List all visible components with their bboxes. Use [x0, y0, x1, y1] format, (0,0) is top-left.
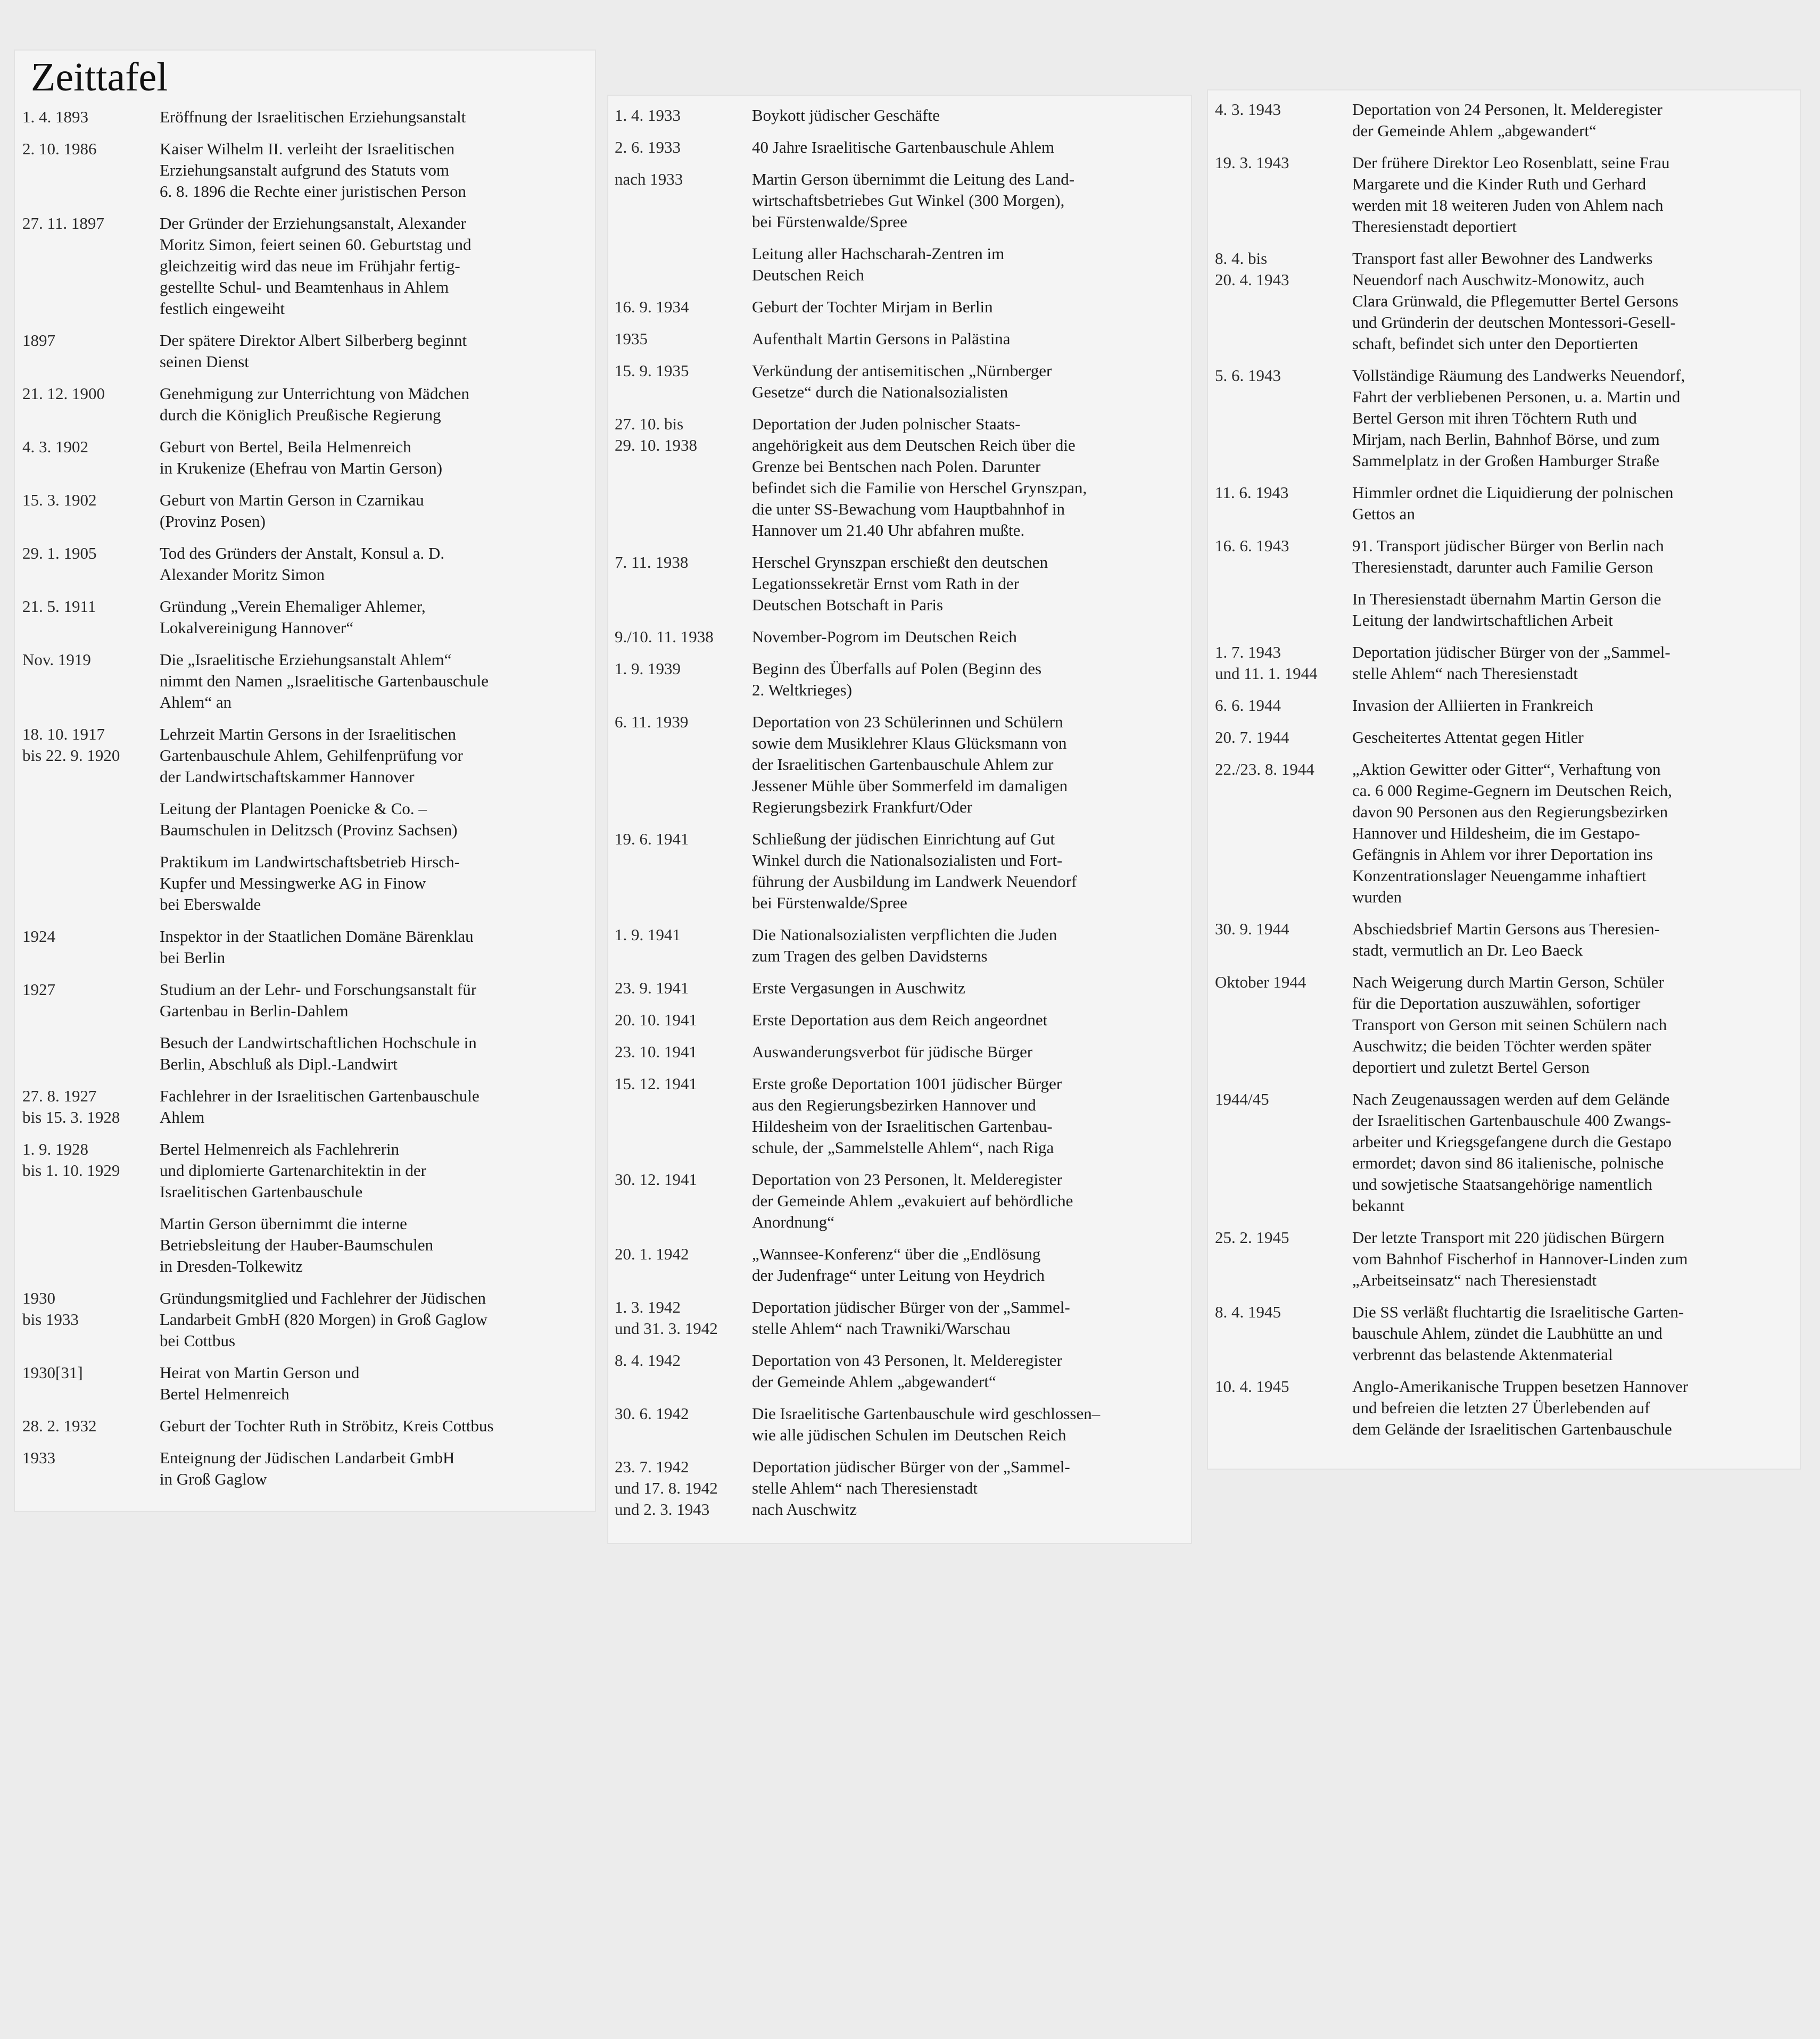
- entry-date: 1. 9. 1941: [615, 925, 681, 944]
- entry-text: Anglo-Amerikanische Truppen besetzen Hannover und befreien die letzten 27 Überlebenden auf dem Gelände der Israelitischen Gartenbauschule: [1352, 1377, 1689, 1438]
- entry-date: 22./23. 8. 1944: [1215, 760, 1314, 778]
- entry-text: Eröffnung der Israelitischen Erziehungsanstalt: [160, 107, 466, 126]
- entry-text: Die SS verläßt fluchtartig die Israelitische Garten- bauschule Ahlem, zündet die Laubhütte an und verbrennt das belastende Aktenmaterial: [1352, 1303, 1684, 1364]
- timeline-entry: [22, 1032, 602, 1075]
- entry-date: 8. 4. 1945: [1215, 1303, 1281, 1321]
- entry-text: Gründung „Verein Ehemaliger Ahlemer, Lokalvereinigung Hannover“: [160, 597, 426, 637]
- timeline-entry: [615, 1073, 1197, 1158]
- timeline-entry: [22, 330, 602, 372]
- timeline-entry: [615, 552, 1197, 616]
- entry-date: 19. 6. 1941: [615, 830, 689, 848]
- timeline-entry: [22, 1139, 602, 1203]
- timeline-entry: [22, 1085, 602, 1128]
- entry-text: Geburt der Tochter Ruth in Ströbitz, Kreis Cottbus: [160, 1416, 494, 1435]
- timeline-entry: [22, 596, 602, 639]
- entry-text: Himmler ordnet die Liquidierung der polnischen Gettos an: [1352, 483, 1674, 523]
- timeline-entry: [615, 828, 1197, 914]
- timeline-entry: [615, 658, 1197, 701]
- timeline-entry: [1215, 535, 1800, 578]
- timeline-entry: [22, 1213, 602, 1277]
- entry-date: 1. 9. 1939: [615, 659, 681, 678]
- timeline-entry: [615, 328, 1197, 350]
- timeline-entry: [1215, 1227, 1800, 1291]
- entry-text: Martin Gerson übernimmt die interne Betriebsleitung der Hauber-Baumschulen in Dresden-Tolkewitz: [160, 1214, 434, 1275]
- entry-text: Der frühere Direktor Leo Rosenblatt, seine Frau Margarete und die Kinder Ruth und Gerhard werden mit 18 weiteren Juden von Ahlem nach Theresienstadt deportiert: [1352, 153, 1670, 236]
- entry-date: 1. 7. 1943 und 11. 1. 1944: [1215, 643, 1318, 683]
- entry-date: 29. 1. 1905: [22, 544, 97, 562]
- entry-text: Genehmigung zur Unterrichtung von Mädchen durch die Königlich Preußische Regierung: [160, 384, 469, 424]
- entry-text: Der spätere Direktor Albert Silberberg beginnt seinen Dienst: [160, 331, 467, 371]
- entry-date: 1924: [22, 927, 55, 946]
- entry-text: Transport fast aller Bewohner des Landwerks Neuendorf nach Auschwitz-Monowitz, auch Clara Grünwald, die Pflegemutter Bertel Gersons und Gründerin der deutschen Montessori-Gesell- schaft, befindet sich unter den Deportierten: [1352, 249, 1678, 353]
- entry-text: Herschel Grynszpan erschießt den deutschen Legationssekretär Ernst vom Rath in der Deutschen Botschaft in Paris: [752, 553, 1048, 614]
- entry-date: 4. 3. 1943: [1215, 100, 1281, 119]
- timeline-entry: [22, 798, 602, 841]
- entry-text: Die „Israelitische Erziehungsanstalt Ahlem“ nimmt den Namen „Israelitische Gartenbauschule Ahlem“ an: [160, 650, 489, 711]
- entry-date: 1927: [22, 980, 55, 999]
- timeline-entry: [22, 979, 602, 1022]
- entry-date: [22, 798, 160, 841]
- entry-text: Geburt von Bertel, Beila Helmenreich in Krukenize (Ehefrau von Martin Gerson): [160, 437, 443, 477]
- entry-date: 30. 6. 1942: [615, 1404, 689, 1423]
- timeline-entry: [1215, 152, 1800, 237]
- timeline-entry: [1215, 589, 1800, 631]
- timeline-entry: [615, 1041, 1197, 1063]
- timeline-entry: [22, 490, 602, 532]
- entry-text: November-Pogrom im Deutschen Reich: [752, 627, 1017, 646]
- timeline-column-1: [22, 106, 602, 1501]
- entry-date: 1944/45: [1215, 1090, 1269, 1108]
- timeline-column-3: [1215, 99, 1800, 1450]
- entry-date: 27. 8. 1927 bis 15. 3. 1928: [22, 1087, 120, 1126]
- timeline-entry: [615, 924, 1197, 967]
- entry-date: 11. 6. 1943: [1215, 483, 1289, 502]
- entry-text: Deportation von 23 Personen, lt. Melderegister der Gemeinde Ahlem „evakuiert auf behördliche Anordnung“: [752, 1170, 1073, 1231]
- entry-date: 15. 3. 1902: [22, 491, 97, 509]
- timeline-entry: [1215, 642, 1800, 684]
- timeline-column-2: [615, 105, 1197, 1531]
- entry-date: 21. 5. 1911: [22, 597, 96, 616]
- entry-date: [615, 243, 752, 286]
- entry-text: Besuch der Landwirtschaftlichen Hochschule in Berlin, Abschluß als Dipl.-Landwirt: [160, 1033, 477, 1073]
- timeline-entry: [615, 137, 1197, 158]
- timeline-entry: [615, 711, 1197, 818]
- entry-date: 27. 10. bis 29. 10. 1938: [615, 415, 697, 454]
- entry-text: Heirat von Martin Gerson und Bertel Helmenreich: [160, 1363, 360, 1403]
- entry-date: 9./10. 11. 1938: [615, 627, 714, 646]
- timeline-entry: [615, 1297, 1197, 1339]
- entry-date: Nov. 1919: [22, 650, 91, 669]
- entry-text: Tod des Gründers der Anstalt, Konsul a. D. Alexander Moritz Simon: [160, 544, 445, 584]
- entry-date: 2. 6. 1933: [615, 138, 681, 156]
- entry-date: 23. 10. 1941: [615, 1042, 697, 1061]
- timeline-entry: [1215, 248, 1800, 354]
- entry-date: 18. 10. 1917 bis 22. 9. 1920: [22, 725, 120, 765]
- timeline-entry: [615, 1456, 1197, 1520]
- timeline-entry: [1215, 1089, 1800, 1216]
- entry-date: 16. 9. 1934: [615, 297, 689, 316]
- timeline-entry: [1215, 695, 1800, 716]
- timeline-entry: [615, 105, 1197, 126]
- timeline-entry: [22, 649, 602, 713]
- entry-date: [22, 1213, 160, 1277]
- entry-text: Deportation von 24 Personen, lt. Melderegister der Gemeinde Ahlem „abgewandert“: [1352, 100, 1662, 140]
- entry-date: 28. 2. 1932: [22, 1416, 97, 1435]
- entry-text: Enteignung der Jüdischen Landarbeit GmbH in Groß Gaglow: [160, 1448, 455, 1488]
- timeline-entry: [22, 1447, 602, 1490]
- entry-text: Gescheitertes Attentat gegen Hitler: [1352, 728, 1584, 747]
- timeline-entry: [22, 1288, 602, 1352]
- timeline-entry: [22, 436, 602, 479]
- entry-text: Erste Vergasungen in Auschwitz: [752, 979, 965, 997]
- timeline-entry: [1215, 365, 1800, 471]
- entry-text: Invasion der Alliierten in Frankreich: [1352, 696, 1593, 715]
- entry-date: 15. 9. 1935: [615, 361, 689, 380]
- entry-date: 8. 4. bis 20. 4. 1943: [1215, 249, 1289, 289]
- entry-text: Abschiedsbrief Martin Gersons aus Theresien- stadt, vermutlich an Dr. Leo Baeck: [1352, 919, 1660, 959]
- timeline-entry: [22, 1362, 602, 1405]
- timeline-entry: [1215, 1376, 1800, 1440]
- entry-date: [22, 1032, 160, 1075]
- entry-date: 5. 6. 1943: [1215, 366, 1281, 385]
- entry-text: Die Nationalsozialisten verpflichten die Juden zum Tragen des gelben Davidsterns: [752, 925, 1057, 965]
- entry-text: Deportation von 23 Schülerinnen und Schülern sowie dem Musiklehrer Klaus Glücksmann von der Israelitischen Gartenbauschule Ahlem zur Jessener Mühle über Sommerfeld im damaligen Regierungsbezirk Frankfurt/Oder: [752, 712, 1068, 816]
- entry-date: 19. 3. 1943: [1215, 153, 1289, 172]
- timeline-entry: [615, 360, 1197, 403]
- entry-date: 6. 11. 1939: [615, 712, 689, 731]
- entry-text: Die Israelitische Gartenbauschule wird geschlossen– wie alle jüdischen Schulen im Deutschen Reich: [752, 1404, 1101, 1444]
- entry-date: 8. 4. 1942: [615, 1351, 681, 1370]
- entry-date: 20. 7. 1944: [1215, 728, 1289, 747]
- entry-text: Leitung der Plantagen Poenicke & Co. – Baumschulen in Delitzsch (Provinz Sachsen): [160, 799, 458, 839]
- entry-date: 16. 6. 1943: [1215, 536, 1289, 555]
- entry-date: 2. 10. 1986: [22, 139, 97, 158]
- entry-text: Verkündung der antisemitischen „Nürnberger Gesetze“ durch die Nationalsozialisten: [752, 361, 1052, 401]
- entry-text: 91. Transport jüdischer Bürger von Berlin nach Theresienstadt, darunter auch Familie Gerson: [1352, 536, 1664, 576]
- entry-text: Nach Zeugenaussagen werden auf dem Gelände der Israelitischen Gartenbauschule 400 Zwangs- arbeiter und Kriegsgefangene durch die Gestapo ermordet; davon sind 86 italienische, polnische und sowjetische Staatsangehörige namentlich bekannt: [1352, 1090, 1672, 1215]
- timeline-entry: [1215, 727, 1800, 748]
- entry-text: Bertel Helmenreich als Fachlehrerin und diplomierte Gartenarchitektin in der Israelitischen Gartenbauschule: [160, 1140, 426, 1201]
- entry-text: Studium an der Lehr- und Forschungsanstalt für Gartenbau in Berlin-Dahlem: [160, 980, 477, 1020]
- timeline-entry: [1215, 759, 1800, 908]
- timeline-entry: [615, 296, 1197, 318]
- timeline-entry: [22, 1415, 602, 1437]
- entry-date: [1215, 589, 1352, 631]
- entry-date: 1. 4. 1893: [22, 107, 88, 126]
- entry-date: 20. 10. 1941: [615, 1010, 697, 1029]
- entry-text: Praktikum im Landwirtschaftsbetrieb Hirsch- Kupfer und Messingwerke AG in Finow bei Eberswalde: [160, 852, 460, 914]
- entry-text: Aufenthalt Martin Gersons in Palästina: [752, 329, 1011, 348]
- entry-text: „Wannsee-Konferenz“ über die „Endlösung der Judenfrage“ unter Leitung von Heydrich: [752, 1245, 1045, 1284]
- timeline-entry: [1215, 99, 1800, 142]
- entry-text: Martin Gerson übernimmt die Leitung des Land- wirtschaftsbetriebes Gut Winkel (300 Morgen), bei Fürstenwalde/Spree: [752, 170, 1075, 231]
- entry-date: 1933: [22, 1448, 55, 1467]
- entry-text: Deportation jüdischer Bürger von der „Sammel- stelle Ahlem“ nach Trawniki/Warschau: [752, 1298, 1070, 1338]
- timeline-entry: [22, 851, 602, 915]
- entry-text: Inspektor in der Staatlichen Domäne Bärenklau bei Berlin: [160, 927, 474, 967]
- timeline-entry: [22, 926, 602, 968]
- timeline-entry: [615, 1169, 1197, 1233]
- entry-text: Deportation jüdischer Bürger von der „Sammel- stelle Ahlem“ nach Theresienstadt: [1352, 643, 1670, 683]
- entry-text: Vollständige Räumung des Landwerks Neuendorf, Fahrt der verbliebenen Personen, u. a. Martin und Bertel Gerson mit ihren Töchtern Ruth und Mirjam, nach Berlin, Bahnhof Börse, und zum Sammelplatz in der Großen Hamburger Straße: [1352, 366, 1685, 470]
- timeline-entry: [1215, 1302, 1800, 1365]
- entry-text: Deportation von 43 Personen, lt. Melderegister der Gemeinde Ahlem „abgewandert“: [752, 1351, 1062, 1391]
- page-title: Zeittafel: [31, 55, 168, 100]
- entry-text: 40 Jahre Israelitische Gartenbauschule Ahlem: [752, 138, 1055, 156]
- entry-text: Geburt von Martin Gerson in Czarnikau (Provinz Posen): [160, 491, 424, 531]
- timeline-entry: [615, 1403, 1197, 1446]
- timeline-entry: [22, 106, 602, 128]
- timeline-entry: [615, 413, 1197, 541]
- entry-date: 1. 4. 1933: [615, 106, 681, 125]
- entry-text: Auswanderungsverbot für jüdische Bürger: [752, 1042, 1033, 1061]
- timeline-entry: [615, 243, 1197, 286]
- timeline-entry: [615, 1009, 1197, 1031]
- entry-date: 20. 1. 1942: [615, 1245, 689, 1263]
- entry-date: 30. 12. 1941: [615, 1170, 697, 1189]
- timeline-entry: [22, 138, 602, 202]
- entry-date: 15. 12. 1941: [615, 1074, 697, 1093]
- entry-text: Deportation jüdischer Bürger von der „Sammel- stelle Ahlem“ nach Theresienstadt nach Auschwitz: [752, 1457, 1070, 1519]
- timeline-entry: [22, 383, 602, 426]
- entry-date: 23. 7. 1942 und 17. 8. 1942 und 2. 3. 1943: [615, 1457, 718, 1519]
- timeline-entry: [22, 724, 602, 788]
- entry-text: Schließung der jüdischen Einrichtung auf Gut Winkel durch die Nationalsozialisten und Fort- führung der Ausbildung im Landwerk Neuendorf bei Fürstenwalde/Spree: [752, 830, 1077, 912]
- entry-text: Leitung aller Hachscharah-Zentren im Deutschen Reich: [752, 244, 1005, 284]
- timeline-entry: [615, 1244, 1197, 1286]
- timeline-entry: [615, 169, 1197, 233]
- timeline-entry: [615, 626, 1197, 648]
- entry-text: Boykott jüdischer Geschäfte: [752, 106, 940, 125]
- timeline-entry: [22, 213, 602, 319]
- timeline-entry: [1215, 972, 1800, 1078]
- entry-text: Fachlehrer in der Israelitischen Gartenbauschule Ahlem: [160, 1087, 479, 1126]
- entry-text: Gründungsmitglied und Fachlehrer der Jüdischen Landarbeit GmbH (820 Morgen) in Groß Gaglow bei Cottbus: [160, 1289, 487, 1350]
- entry-text: Kaiser Wilhelm II. verleiht der Israelitischen Erziehungsanstalt aufgrund des Statuts vom 6. 8. 1896 die Rechte einer juristischen Person: [160, 139, 466, 201]
- timeline-entry: [22, 543, 602, 585]
- entry-text: Lehrzeit Martin Gersons in der Israelitischen Gartenbauschule Ahlem, Gehilfenprüfung vor der Landwirtschaftskammer Hannover: [160, 725, 463, 786]
- entry-date: 1897: [22, 331, 55, 350]
- entry-text: Erste große Deportation 1001 jüdischer Bürger aus den Regierungsbezirken Hannover und Hildesheim von der Israelitischen Gartenbau- schule, der „Sammelstelle Ahlem“, nach Riga: [752, 1074, 1062, 1157]
- entry-date: 6. 6. 1944: [1215, 696, 1281, 715]
- entry-date: 1930[31]: [22, 1363, 83, 1382]
- entry-date: 4. 3. 1902: [22, 437, 88, 456]
- entry-date: 30. 9. 1944: [1215, 919, 1289, 938]
- timeline-entry: [615, 1350, 1197, 1393]
- entry-text: Der letzte Transport mit 220 jüdischen Bürgern vom Bahnhof Fischerhof in Hannover-Linden zum „Arbeitseinsatz“ nach Theresienstadt: [1352, 1228, 1688, 1289]
- entry-date: 1. 3. 1942 und 31. 3. 1942: [615, 1298, 718, 1338]
- timeline-entry: [1215, 482, 1800, 525]
- entry-date: 27. 11. 1897: [22, 214, 104, 233]
- entry-text: Beginn des Überfalls auf Polen (Beginn des 2. Weltkrieges): [752, 659, 1042, 699]
- entry-date: 1. 9. 1928 bis 1. 10. 1929: [22, 1140, 120, 1180]
- entry-text: Deportation der Juden polnischer Staats- angehörigkeit aus dem Deutschen Reich über die Grenze bei Bentschen nach Polen. Darunter befindet sich die Familie von Herschel Grynszpan, die unter SS-Bewachung vom Hauptbahnhof in Hannover um 21.40 Uhr abfahren mußte.: [752, 415, 1087, 540]
- entry-date: 25. 2. 1945: [1215, 1228, 1289, 1247]
- entry-date: 1935: [615, 329, 648, 348]
- entry-date: 21. 12. 1900: [22, 384, 105, 403]
- entry-text: In Theresienstadt übernahm Martin Gerson die Leitung der landwirtschaftlichen Arbeit: [1352, 590, 1661, 629]
- entry-date: 1930 bis 1933: [22, 1289, 79, 1329]
- entry-text: Erste Deportation aus dem Reich angeordnet: [752, 1010, 1048, 1029]
- entry-date: 7. 11. 1938: [615, 553, 689, 571]
- entry-date: [22, 851, 160, 915]
- timeline-entry: [615, 977, 1197, 999]
- entry-date: 23. 9. 1941: [615, 979, 689, 997]
- entry-text: „Aktion Gewitter oder Gitter“, Verhaftung von ca. 6 000 Regime-Gegnern im Deutschen Reich, davon 90 Personen aus den Regierungsbezirken Hannover und Hildesheim, die im Gestapo- Gefängnis in Ahlem vor ihrer Deportation ins Konzentrationslager Neuengamme inhaftiert wurden: [1352, 760, 1672, 906]
- entry-date: nach 1933: [615, 170, 683, 188]
- entry-text: Geburt der Tochter Mirjam in Berlin: [752, 297, 993, 316]
- entry-text: Der Gründer der Erziehungsanstalt, Alexander Moritz Simon, feiert seinen 60. Geburtstag und gleichzeitig wird das neue im Frühjahr fertig- gestellte Schul- und Beamtenhaus in Ahlem festlich eingeweiht: [160, 214, 471, 318]
- entry-text: Nach Weigerung durch Martin Gerson, Schüler für die Deportation auszuwählen, sofortiger Transport von Gerson mit seinen Schülern nach Auschwitz; die beiden Töchter werden später deportiert und zuletzt Bertel Gerson: [1352, 973, 1667, 1076]
- timeline-entry: [1215, 918, 1800, 961]
- entry-date: 10. 4. 1945: [1215, 1377, 1289, 1396]
- entry-date: Oktober 1944: [1215, 973, 1306, 991]
